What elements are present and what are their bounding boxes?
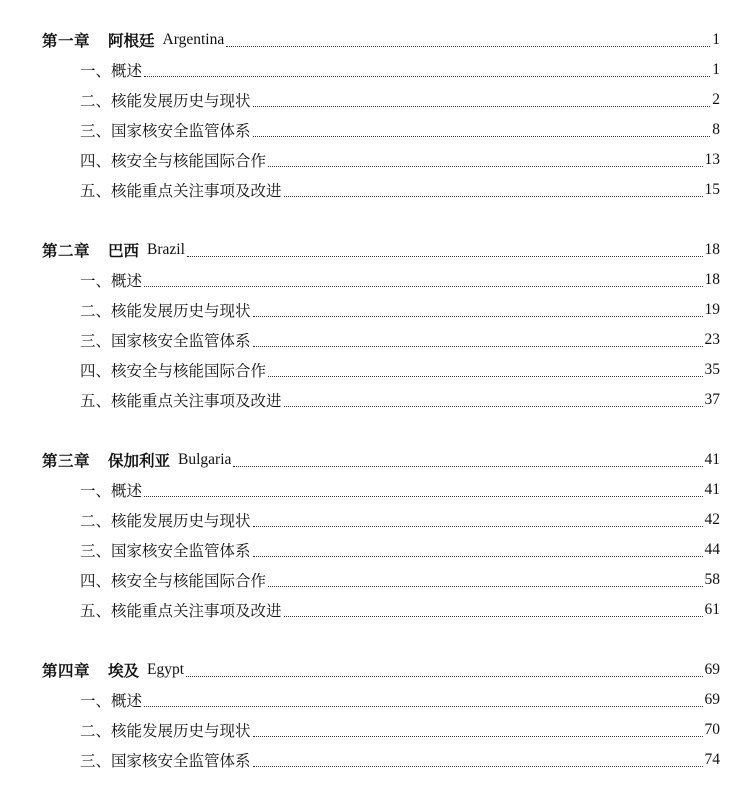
section-number: 五、 xyxy=(80,602,112,620)
page-number: 19 xyxy=(704,301,720,318)
section-number: 五、 xyxy=(80,182,112,200)
section-entry[interactable] xyxy=(0,565,750,595)
chapter-label: 第一章 xyxy=(42,31,91,50)
section-title: 核能重点关注事项及改进 xyxy=(111,182,282,200)
page-number: 37 xyxy=(704,391,720,408)
page-number: 70 xyxy=(704,721,720,738)
page-number: 8 xyxy=(712,121,720,138)
section-entry[interactable] xyxy=(0,265,750,295)
dot-leader xyxy=(144,75,710,77)
chapter-name-en: Egypt xyxy=(147,661,185,678)
section-entry[interactable] xyxy=(0,175,750,205)
dot-leader xyxy=(268,165,702,167)
page-number: 2 xyxy=(712,91,720,108)
page-number: 61 xyxy=(704,601,720,618)
chapter-name: 保加利亚 xyxy=(108,451,171,470)
section-title: 概述 xyxy=(111,692,143,710)
section-number: 三、 xyxy=(80,752,112,770)
section-title: 核能重点关注事项及改进 xyxy=(111,392,282,410)
page-number: 23 xyxy=(704,331,720,348)
chapter-name: 巴西 xyxy=(108,241,140,260)
table-of-contents xyxy=(0,25,750,805)
dot-leader xyxy=(253,555,703,557)
section-number: 一、 xyxy=(80,482,112,500)
section-title: 概述 xyxy=(111,482,143,500)
chapter-entry[interactable] xyxy=(0,235,750,265)
section-entry[interactable] xyxy=(0,85,750,115)
dot-leader xyxy=(253,765,703,767)
dot-leader xyxy=(253,735,703,737)
section-entry[interactable] xyxy=(0,685,750,715)
section-number: 一、 xyxy=(80,272,112,290)
section-number: 四、 xyxy=(80,362,112,380)
page-number: 13 xyxy=(704,151,720,168)
section-title: 核能发展历史与现状 xyxy=(111,722,251,740)
chapter-block xyxy=(0,655,750,775)
chapter-entry[interactable] xyxy=(0,25,750,55)
section-title: 国家核安全监管体系 xyxy=(111,542,251,560)
section-title: 概述 xyxy=(111,62,143,80)
section-number: 四、 xyxy=(80,152,112,170)
section-title: 核安全与核能国际合作 xyxy=(111,572,267,590)
section-title: 国家核安全监管体系 xyxy=(111,332,251,350)
section-title: 核安全与核能国际合作 xyxy=(111,362,267,380)
dot-leader xyxy=(144,705,702,707)
section-number: 四、 xyxy=(80,572,112,590)
dot-leader xyxy=(284,405,703,407)
section-number: 一、 xyxy=(80,62,112,80)
section-number: 二、 xyxy=(80,302,112,320)
section-entry[interactable] xyxy=(0,145,750,175)
dot-leader xyxy=(233,465,702,467)
section-number: 三、 xyxy=(80,332,112,350)
section-entry[interactable] xyxy=(0,535,750,565)
section-entry[interactable] xyxy=(0,295,750,325)
chapter-name-en: Bulgaria xyxy=(178,451,232,468)
section-entry[interactable] xyxy=(0,475,750,505)
page-number: 44 xyxy=(704,541,720,558)
chapter-name-en: Argentina xyxy=(162,31,225,48)
dot-leader xyxy=(284,195,703,197)
chapter-block xyxy=(0,445,750,625)
section-title: 国家核安全监管体系 xyxy=(111,122,251,140)
section-title: 核能发展历史与现状 xyxy=(111,302,251,320)
section-number: 三、 xyxy=(80,542,112,560)
chapter-name: 埃及 xyxy=(108,661,140,680)
page-number: 18 xyxy=(704,271,720,288)
page-number: 35 xyxy=(704,361,720,378)
section-title: 核能发展历史与现状 xyxy=(111,92,251,110)
dot-leader xyxy=(226,45,710,47)
dot-leader xyxy=(268,375,702,377)
chapter-label: 第二章 xyxy=(42,241,91,260)
section-number: 二、 xyxy=(80,512,112,530)
chapter-entry[interactable] xyxy=(0,655,750,685)
chapter-label: 第四章 xyxy=(42,661,91,680)
chapter-block xyxy=(0,25,750,205)
chapter-label: 第三章 xyxy=(42,451,91,470)
page-number: 58 xyxy=(704,571,720,588)
section-entry[interactable] xyxy=(0,715,750,745)
chapter-name: 阿根廷 xyxy=(108,31,155,50)
dot-leader xyxy=(253,105,711,107)
section-number: 二、 xyxy=(80,722,112,740)
chapter-block xyxy=(0,235,750,415)
section-number: 五、 xyxy=(80,392,112,410)
section-title: 概述 xyxy=(111,272,143,290)
page-number: 69 xyxy=(704,691,720,708)
page-number: 74 xyxy=(704,751,720,768)
section-number: 一、 xyxy=(80,692,112,710)
dot-leader xyxy=(253,315,703,317)
dot-leader xyxy=(187,255,703,257)
section-title: 核能发展历史与现状 xyxy=(111,512,251,530)
page-number: 42 xyxy=(704,511,720,528)
section-entry[interactable] xyxy=(0,355,750,385)
section-entry[interactable] xyxy=(0,55,750,85)
dot-leader xyxy=(268,585,702,587)
page-number: 1 xyxy=(712,31,720,48)
dot-leader xyxy=(186,675,702,677)
page-number: 69 xyxy=(704,661,720,678)
section-title: 核能重点关注事项及改进 xyxy=(111,602,282,620)
dot-leader xyxy=(144,285,702,287)
dot-leader xyxy=(253,345,703,347)
page-number: 41 xyxy=(704,481,720,498)
section-entry[interactable] xyxy=(0,385,750,415)
page-number: 41 xyxy=(704,451,720,468)
section-entry[interactable] xyxy=(0,595,750,625)
section-entry[interactable] xyxy=(0,115,750,145)
dot-leader xyxy=(253,135,711,137)
section-entry[interactable] xyxy=(0,505,750,535)
section-entry[interactable] xyxy=(0,325,750,355)
chapter-name-en: Brazil xyxy=(147,241,185,258)
page-number: 1 xyxy=(712,61,720,78)
page-number: 18 xyxy=(704,241,720,258)
section-title: 国家核安全监管体系 xyxy=(111,752,251,770)
section-number: 三、 xyxy=(80,122,112,140)
section-title: 核安全与核能国际合作 xyxy=(111,152,267,170)
section-number: 二、 xyxy=(80,92,112,110)
chapter-entry[interactable] xyxy=(0,445,750,475)
dot-leader xyxy=(253,525,703,527)
page-number: 15 xyxy=(704,181,720,198)
dot-leader xyxy=(144,495,702,497)
dot-leader xyxy=(284,615,703,617)
section-entry[interactable] xyxy=(0,745,750,775)
